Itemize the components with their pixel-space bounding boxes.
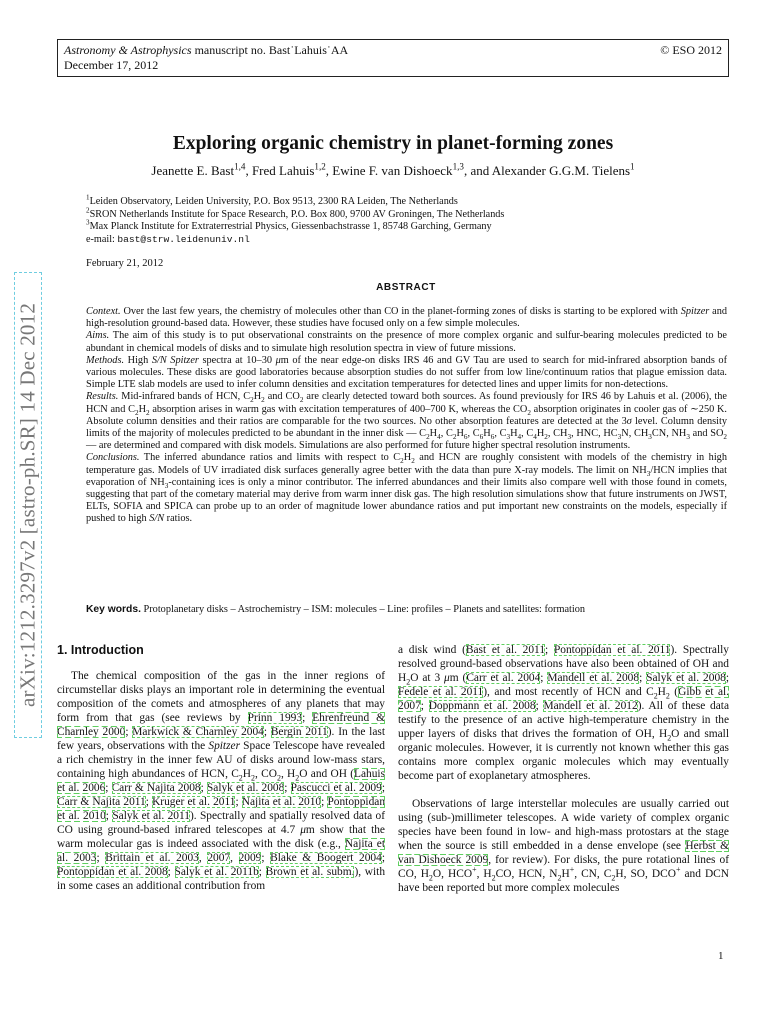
citation-link[interactable]: Bergin 2011 (270, 726, 328, 738)
right-column (398, 643, 729, 895)
citation-link[interactable]: Salyk et al. 2008 (206, 782, 285, 794)
affiliation-1: $^1$Leiden Observatory, Leiden University, P.O. Box 9513, 2300 RA Leiden, The Netherlands (86, 193, 458, 207)
left-column (57, 643, 385, 893)
citation-link[interactable]: Pontoppidan et al. 2008 (57, 866, 168, 878)
citation-link[interactable]: Fedele et al. 2011 (398, 686, 484, 698)
citation-link[interactable]: Markwick & Charnley 2004 (132, 726, 264, 738)
citation-link[interactable]: 2009 (238, 852, 262, 864)
intro-paragraph-2: Observations of large interstellar molecules are usually carried out using (sub-)millimeter telescopes. A wide variety of complex organic species have been found in low- and high-mass protostars at the stage when the source is still embedded in a dense envelope (see Herbst & van Dishoeck 2009, for review). For disks, the pure rotational lines of CO, $H_2O$, HCO+, $H_2CO$, HCN, $N_2H^+$, CN, $C_2H$, SO, DCO+ and DCN have been reported but more complex molecules (398, 798, 729, 894)
arxiv-identifier[interactable]: arXiv:1212.3297v2 [astro-ph.SR] 14 Dec 2012 (15, 302, 40, 708)
citation-link[interactable]: Lahuis et al. 2006 (57, 768, 386, 794)
citation-link[interactable]: Pontoppidan et al. 2010 (57, 796, 386, 822)
intro-paragraph-1-cont: a disk wind (Bast et al. 2011; Pontoppidan et al. 2011). Spectrally resolved ground-based observations have also been obtained of OH and $H_2O$ at 3 μm (Carr et al. 2004; Mandell et al. 2008; Salyk et al. 2008; Fedele et al. 2011), and most recently of HCN and $C_2H_2$ (Gibb et al. 2007; Doppmann et al. 2008; Mandell et al. 2012). All of these data testify to the presence of an active high-temperature chemistry in the upper layers of disks that drives the formation of OH, $H_2O$ and small organic molecules. However, it is currently not known whether this gas contains more complex organic molecules which may eventually become part of exoplanetary atmospheres. (398, 644, 730, 782)
citation-link[interactable]: Carr & Najita 2011 (57, 796, 146, 808)
received-date: February 21, 2012 (86, 258, 164, 269)
abstract-aims: Aims. The aim of this study is to put observational constraints on the presence of more complex organic and sulfur-bearing molecules predicted to be abundant in chemical models of disks and to simulate high resolution spectra in view of future missions. (86, 330, 727, 354)
email-address[interactable]: bast@strw.leidenuniv.nl (117, 233, 250, 245)
affiliations (86, 193, 726, 246)
paper-title: Exploring organic chemistry in planet-forming zones (172, 133, 614, 154)
abstract-heading: ABSTRACT (376, 282, 436, 293)
citation-link[interactable]: Carr et al. 2004 (466, 672, 541, 684)
citation-link[interactable]: Pontoppidan et al. 2011 (553, 644, 671, 656)
journal-name: Astronomy & Astrophysics (64, 43, 192, 57)
citation-link[interactable]: Salyk et al. 2011b (174, 866, 259, 878)
citation-link[interactable]: Salyk et al. 2011 (112, 810, 190, 822)
affiliation-2: $^2$SRON Netherlands Institute for Space Research, P.O. Box 800, 9700 AV Groningen, The Netherlands (86, 206, 505, 220)
citation-link[interactable]: Ehrenfreund & Charnley 2000 (57, 712, 385, 738)
citation-link[interactable]: Prinn 1993 (247, 712, 303, 724)
abstract-results: Results. Mid-infrared bands of HCN, $C_2H_2$ and $CO_2$ are clearly detected toward both sources. As found previously for IRS 46 by Lahuis et al. (2006), the HCN and $C_2H_2$ absorption arises in warm gas with excitation temperatures of 400–700 K, whereas the $CO_2$ absorption originates in cooler gas of ∼250 K. Absolute column densities and their ratios are comparable for the two sources. No other absorption features are detected at the 3σ level. Column density limits of the majority of molecules predicted to be abundant in the inner disk — $C_2H_4$, $C_2H_6$, $C_6H_6$, $C_3H_4$, $C_4H_2$, $CH_3$, HNC, $HC_3N$, $CH_3CN$, $NH_3$ and $SO_2—$ are determined and compared with disk models. Simulations are also performed for future higher spectral resolution instruments. (86, 391, 727, 452)
citation-link[interactable]: 2007 (207, 852, 231, 864)
citation-link[interactable]: Bast et al. 2011 (465, 644, 546, 656)
citation-link[interactable]: Kruger et al. 2011 (152, 796, 236, 808)
citation-link[interactable]: Brittain et al. 2003 (105, 852, 199, 864)
citation-link[interactable]: Brown et al. subm. (265, 866, 355, 878)
citation-link[interactable]: Doppmann et al. 2008 (428, 700, 536, 712)
copyright: © ESO 2012 (660, 43, 722, 57)
abstract-methods: Methods. High S/N Spitzer spectra at 10–30 μm of the near edge-on disks IRS 46 and GV Tau are used to search for mid-infrared absorption bands of various molecules. These disks are good laboratories because absorption studies do not suffer from low line/continuum ratios that plague emission data. Simple LTE slab models are used to infer column densities and excitation temperatures for detected lines and upper limits for non-detections. (86, 354, 727, 391)
citation-link[interactable]: Gibb et al. 2007 (398, 686, 730, 712)
manuscript-id: manuscript no. Bast˙Lahuis˙AA (191, 43, 349, 57)
intro-paragraph-1: The chemical composition of the gas in the inner regions of circumstellar disks plays an important role in determining the eventual composition of the comets and atmospheres of any planets that may form from that gas (see reviews by Prinn 1993; Ehrenfreund & Charnley 2000; Markwick & Charnley 2004; Bergin 2011). In the last few years, observations with the Spitzer Space Telescope have revealed a rich chemistry in the inner few AU of disks around low-mass stars, containing high abundances of HCN, $C_2H_2$, $CO_2$, $H_2O$ and OH (Lahuis et al. 2006; Carr & Najita 2008; Salyk et al. 2008; Pascucci et al. 2009; Carr & Najita 2011; Kruger et al. 2011; Najita et al. 2010; Pontoppidan et al. 2010; Salyk et al. 2011). Spectrally and spatially resolved data of CO using ground-based infrared telescopes at 4.7 μm show that the warm molecular gas is indeed associated with the disk (e.g., Najita et al. 2003; Brittain et al. 2003, 2007, 2009; Blake & Boogert 2004; Pontoppidan et al. 2008; Salyk et al. 2011b; Brown et al. subm.), with in some cases an additional contribution from (57, 670, 386, 892)
citation-link[interactable]: Carr & Najita 2008 (111, 782, 201, 794)
abstract-body (86, 306, 727, 526)
citation-link[interactable]: Pascucci et al. 2009 (290, 782, 382, 794)
citation-link[interactable]: Mandell et al. 2008 (547, 672, 640, 684)
header-date: December 17, 2012 (64, 58, 159, 72)
keywords: Key words. Protoplanetary disks – Astrochemistry – ISM: molecules – Line: profiles – Planets and satellites: formation (86, 604, 586, 615)
citation-link[interactable]: Herbst & van Dishoeck 2009 (398, 840, 729, 866)
abstract-conclusions: Conclusions. The inferred abundance ratios and limits with respect to $C_2H_2$ and HCN are roughly consistent with models of the chemistry in high temperature gas. Models of UV irradiated disk surfaces generally agree better with the data than pure X-ray models. The limit on $NH_3$/HCN implies that evaporation of $NH_3$-containing ices is only a minor contributor. The inferred abundances and their limits also compare well with those found in comets, suggesting that part of the cometary material may derive from warm inner disk gas. The high resolution simulations show that future instruments on JWST, ELTs, SOFIA and SPICA can probe up to an order of magnitude lower abundance ratios and put important new constraints on the models, especially if pushed to high S/N ratios. (86, 452, 727, 525)
email-line: e-mail: bast@strw.leidenuniv.nl (86, 233, 250, 245)
abstract-context: Context. Over the last few years, the chemistry of molecules other than CO in the planet-forming zones of disks is starting to be explored with Spitzer and high-resolution ground-based data. However, these studies have focused only on a few simple molecules. (86, 306, 727, 330)
author-list: Jeanette E. Bast$^{1,4}$, Fred Lahuis$^{1,2}$, Ewine F. van Dishoeck$^{1,3}$, and Alexander G.G.M. Tielens$^1$ (151, 161, 635, 178)
journal-header (57, 39, 729, 77)
citation-link[interactable]: Najita et al. 2003 (57, 838, 385, 864)
citation-link[interactable]: Najita et al. 2010 (241, 796, 322, 808)
citation-link[interactable]: Mandell et al. 2012 (543, 700, 638, 712)
citation-link[interactable]: Salyk et al. 2008 (646, 672, 726, 684)
citation-link[interactable]: Blake & Boogert 2004 (270, 852, 382, 864)
affiliation-3: $^3$Max Planck Institute for Extraterrestrial Physics, Giessenbachstrasse 1, 85748 Garching, Germany (86, 218, 492, 232)
page-number: 1 (718, 950, 724, 962)
section-heading: 1. Introduction (57, 643, 144, 657)
